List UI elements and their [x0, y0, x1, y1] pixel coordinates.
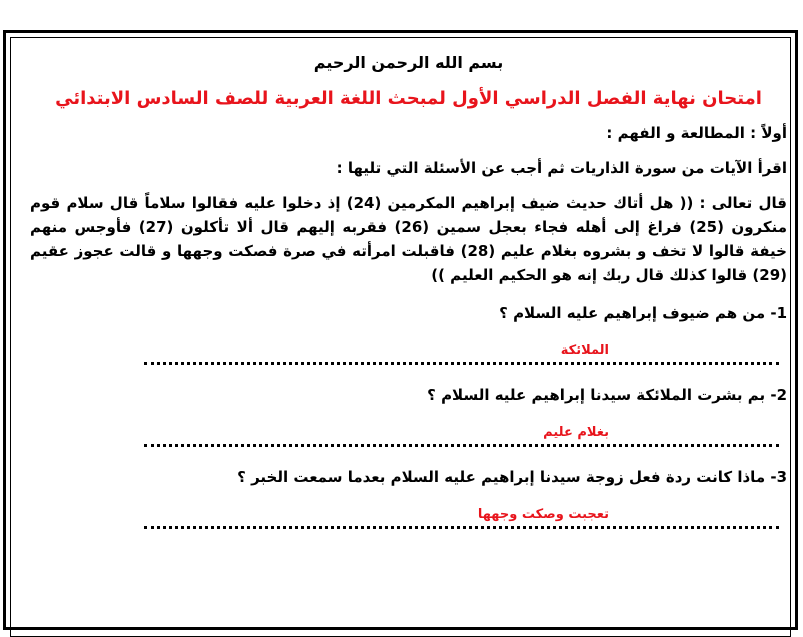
basmala: بسم الله الرحمن الرحيم	[313, 53, 504, 72]
dotted-line	[144, 362, 779, 365]
answer-3: تعجبت وصكت وجهها	[477, 507, 609, 522]
exam-page	[30, 44, 787, 543]
answer-line-2	[30, 411, 787, 461]
question-2: 2- بم بشرت الملائكة سيدنا إبراهيم عليه السلام ؟	[427, 386, 787, 404]
question-1: 1- من هم ضيوف إبراهيم عليه السلام ؟	[499, 304, 787, 322]
dotted-line	[144, 526, 779, 529]
section-heading: أولاً : المطالعة و الفهم :	[606, 124, 787, 142]
answer-line-1	[30, 329, 787, 379]
answer-2: بغلام عليم	[543, 425, 609, 440]
question-3: 3- ماذا كانت ردة فعل زوجة سيدنا إبراهيم عليه السلام بعدما سمعت الخبر ؟	[237, 468, 787, 486]
quran-passage: قال تعالى : (( هل أتاك حديث ضيف إبراهيم المكرمين (24) إذ دخلوا عليه فقالوا سلاماً قال سلام قوم منكرون (25) فراغ إلى أهله فجاء بعجل سمين (26) فقربه إليهم قال ألا تأكلون (27) فأوجس منهم خيفة قالوا لا تخف و بشروه بغلام عليم (28) فاقبلت امرأته في صرة فصكت وجهها و قالت عجوز عقيم (29) قالوا كذلك قال ربك إنه هو الحكيم العليم ))	[30, 194, 788, 284]
instruction-text: اقرأ الآيات من سورة الذاريات ثم أجب عن الأسئلة التي تليها :	[336, 159, 787, 177]
answer-line-3	[30, 493, 787, 543]
answer-1: الملائكة	[560, 343, 609, 358]
exam-title: امتحان نهاية الفصل الدراسي الأول لمبحث اللغة العربية للصف السادس الابتدائي	[55, 88, 762, 109]
dotted-line	[144, 444, 779, 447]
